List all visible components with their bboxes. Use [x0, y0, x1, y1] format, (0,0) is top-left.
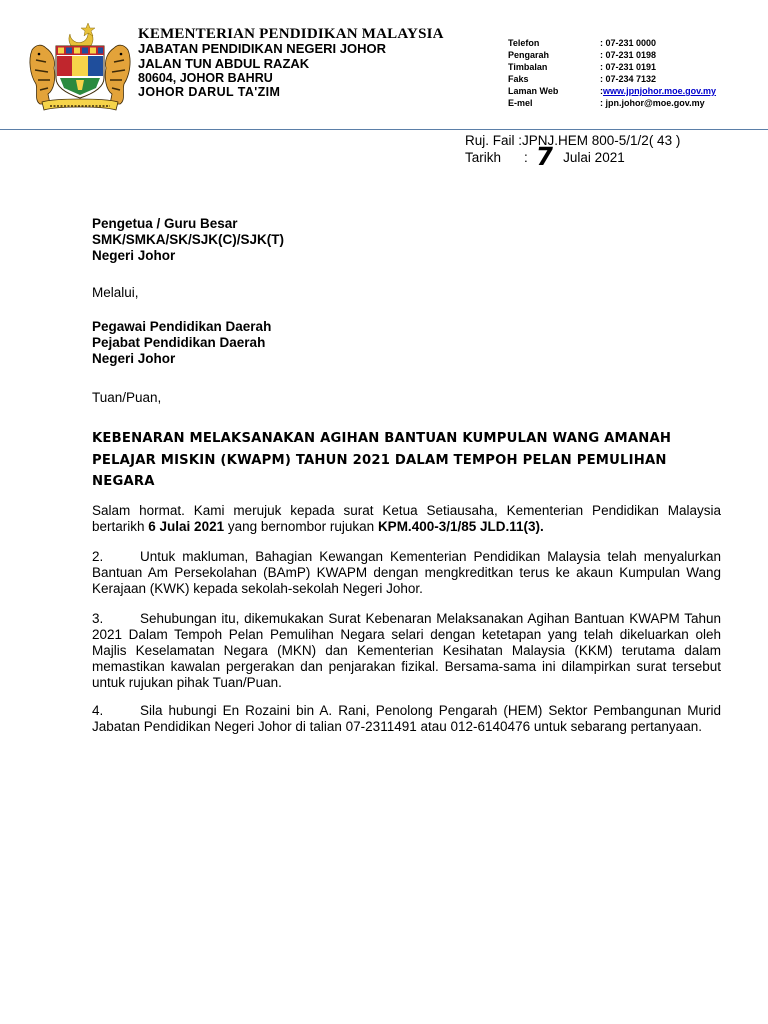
- contact-row-email: E-mel : jpn.johor@moe.gov.my: [508, 98, 705, 108]
- paragraph-3: 3. Sehubungan itu, dikemukakan Surat Kebenaran Melaksanakan Agihan Bantuan KWAPM Tahun 2021 Dalam Tempoh Pelan Pemulihan Negara selari dengan ketetapan yang telah dikeluarkan oleh Majlis Keselamatan Negara (MKN) dan Kementerian Kesihatan Malaysia (KKM) terutama dalam memastikan kawalan pergerakan dan penjarakan fizikal. Bersama-sama ini dilampirkan surat tersebut untuk rujukan pihak Tuan/Puan.: [92, 611, 721, 690]
- referenced-date: 6 Julai 2021: [148, 519, 225, 534]
- intermediary-address: Pegawai Pendidikan Daerah Pejabat Pendidikan Daerah Negeri Johor: [92, 319, 272, 366]
- handwritten-day: 7: [533, 142, 556, 171]
- contact-row-timbalan: Timbalan : 07-231 0191: [508, 62, 657, 72]
- department-name: JABATAN PENDIDIKAN NEGERI JOHOR: [138, 41, 386, 56]
- file-reference: Ruj. Fail :JPNJ.HEM 800-5/1/2( 43 ): [465, 133, 681, 148]
- contact-block: [508, 37, 716, 109]
- letter-date: Tarikh : 7 Julai 2021: [465, 142, 625, 171]
- paragraph-2: 2. Untuk makluman, Bahagian Kewangan Kementerian Pendidikan Malaysia telah menyalurkan Bantuan Am Persekolahan (BAmP) KWAPM dengan mengkreditkan terus ke akaun Kumpulan Wang Kerajaan (KWK) kepada sekolah-sekolah Negeri Johor.: [92, 549, 721, 596]
- letter-subject: KEBENARAN MELAKSANAKAN AGIHAN BANTUAN KUMPULAN WANG AMANAH PELAJAR MISKIN (KWAPM) TAHUN 2021 DALAM TEMPOH PELAN PEMULIHAN NEGARA: [92, 431, 672, 489]
- address-street: JALAN TUN ABDUL RAZAK: [138, 56, 310, 71]
- reference-block: [465, 132, 681, 171]
- address-state: JOHOR DARUL TA'ZIM: [138, 85, 281, 99]
- header-divider: [0, 129, 768, 130]
- website-link[interactable]: www.jpnjohor.moe.gov.my: [603, 86, 717, 96]
- ministry-name: KEMENTERIAN PENDIDIKAN MALAYSIA: [138, 26, 444, 42]
- address-postcode-city: 80604, JOHOR BAHRU: [138, 71, 273, 85]
- via-label: Melalui,: [92, 285, 139, 300]
- recipient-address: Pengetua / Guru Besar SMK/SMKA/SK/SJK(C)/SJK(T) Negeri Johor: [92, 216, 285, 263]
- contact-row-website: Laman Web : www.jpnjohor.moe.gov.my: [508, 86, 717, 96]
- contact-row-faks: Faks : 07-234 7132: [508, 74, 657, 84]
- paragraph-4: 4. Sila hubungi En Rozaini bin A. Rani, Penolong Pengarah (HEM) Sektor Pembangunan Murid Jabatan Pendidikan Negeri Johor di talian 07-2311491 atau 012-6140476 untuk sebarang pertanyaan.: [92, 703, 721, 734]
- referenced-letter-number: KPM.400-3/1/85 JLD.11(3).: [377, 519, 544, 534]
- coat-of-arms-logo: [26, 20, 134, 112]
- contact-row-telefon: Telefon : 07-231 0000: [508, 38, 657, 48]
- paragraph-1: Salam hormat. Kami merujuk kepada surat Ketua Setiausaha, Kementerian Pendidikan Malaysia bertarikh 6 Julai 2021 yang bernombor rujukan KPM.400-3/1/85 JLD.11(3).: [92, 503, 721, 534]
- contact-row-pengarah: Pengarah : 07-231 0198: [508, 50, 657, 60]
- salutation: Tuan/Puan,: [92, 390, 162, 405]
